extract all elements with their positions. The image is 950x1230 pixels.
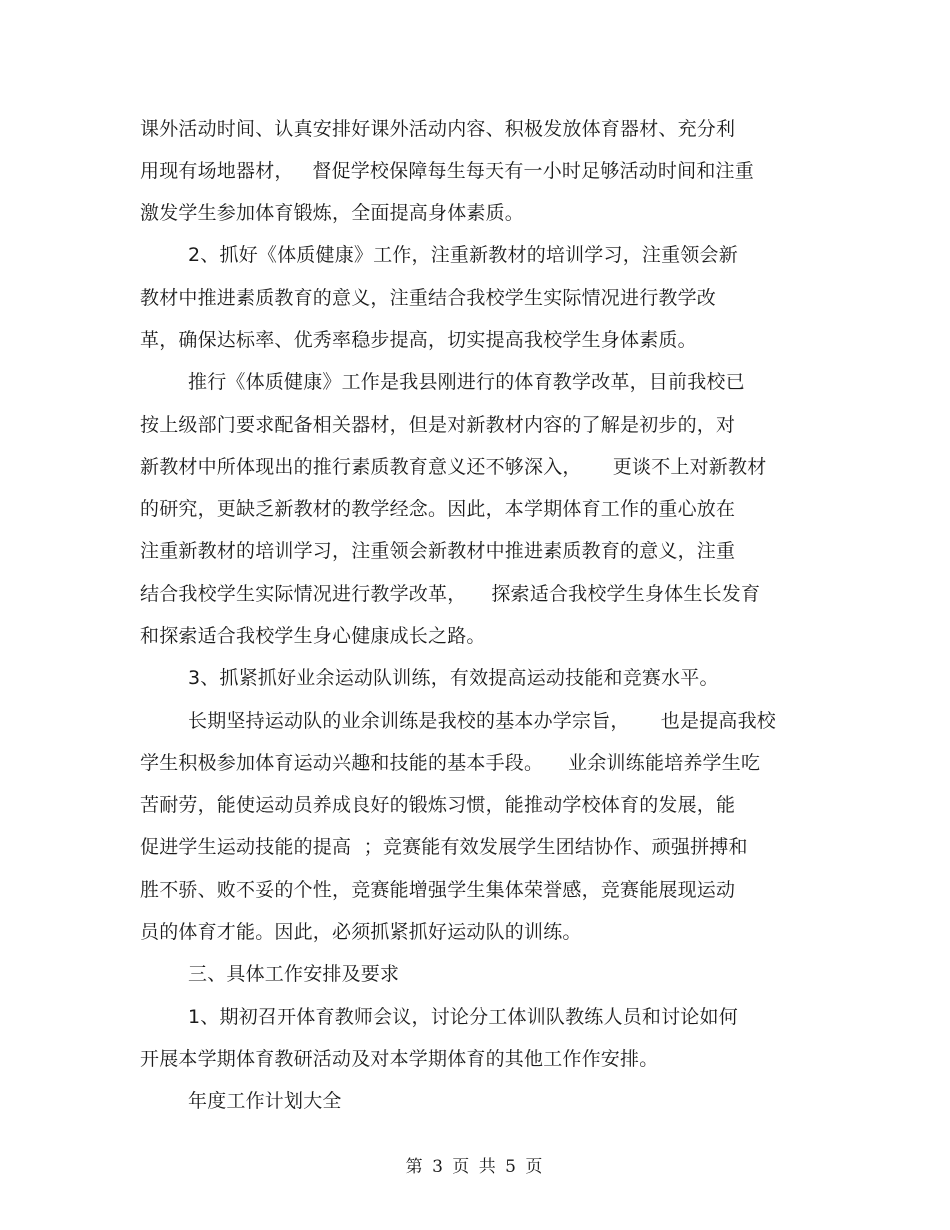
text-line: 课外活动时间、认真安排好课外活动内容、积极发放体育器材、充分利 xyxy=(140,118,736,140)
text-line: 和探索适合我校学生身心健康成长之路。 xyxy=(140,625,486,647)
text-line: 学生积极参加体育运动兴趣和技能的基本手段。 业余训练能培养学生吃 xyxy=(140,752,761,774)
text-line: 结合我校学生实际情况进行教学改革， 探索适合我校学生身体生长发育 xyxy=(140,583,761,605)
paragraph-start-line: 2、抓好《体质健康》工作，注重新教材的培训学习，注重领会新 xyxy=(188,244,738,266)
text-line: 注重新教材的培训学习，注重领会新教材中推进素质教育的意义，注重 xyxy=(140,540,736,562)
text-line: 苦耐劳，能使运动员养成良好的锻炼习惯，能推动学校体育的发展，能 xyxy=(140,794,736,816)
text-line: 激发学生参加体育锻炼，全面提高身体素质。 xyxy=(140,202,525,224)
paragraph-start-line: 长期坚持运动队的业余训练是我校的基本办学宗旨， 也是提高我校 xyxy=(188,710,776,732)
text-line: 革，确保达标率、优秀率稳步提高，切实提高我校学生身体素质。 xyxy=(140,329,697,351)
text-line: 员的体育才能。因此，必须抓紧抓好运动队的训练。 xyxy=(140,921,582,943)
text-line: 的研究，更缺乏新教材的教学经念。因此，本学期体育工作的重心放在 xyxy=(140,498,736,520)
paragraph-start-line: 1、期初召开体育教师会议，讨论分工体训队教练人员和讨论如何 xyxy=(188,1006,738,1028)
text-line: 教材中推进素质教育的意义，注重结合我校学生实际情况进行教学改 xyxy=(140,287,717,309)
text-line: 促进学生运动技能的提高 ；竞赛能有效发展学生团结协作、顽强拼搏和 xyxy=(140,836,748,858)
document-title-line: 年度工作计划大全 xyxy=(188,1090,342,1112)
text-line: 开展本学期体育教研活动及对本学期体育的其他工作作安排。 xyxy=(140,1048,659,1070)
page-number-footer: 第 3 页 共 5 页 xyxy=(405,1157,545,1177)
text-line: 胜不骄、败不妥的个性，竞赛能增强学生集体荣誉感，竞赛能展现运动 xyxy=(140,879,736,901)
section-heading: 三、具体工作安排及要求 xyxy=(188,963,400,985)
text-line: 用现有场地器材， 督促学校保障每生每天有一小时足够活动时间和注重 xyxy=(140,160,754,182)
text-line: 新教材中所体现出的推行素质教育意义还不够深入， 更谈不上对新教材 xyxy=(140,456,767,478)
paragraph-start-line: 3、抓紧抓好业余运动队训练，有效提高运动技能和竞赛水平。 xyxy=(188,667,719,689)
paragraph-start-line: 推行《体质健康》工作是我县刚进行的体育教学改革，目前我校已 xyxy=(188,371,745,393)
text-line: 按上级部门要求配备相关器材，但是对新教材内容的了解是初步的，对 xyxy=(140,414,736,436)
